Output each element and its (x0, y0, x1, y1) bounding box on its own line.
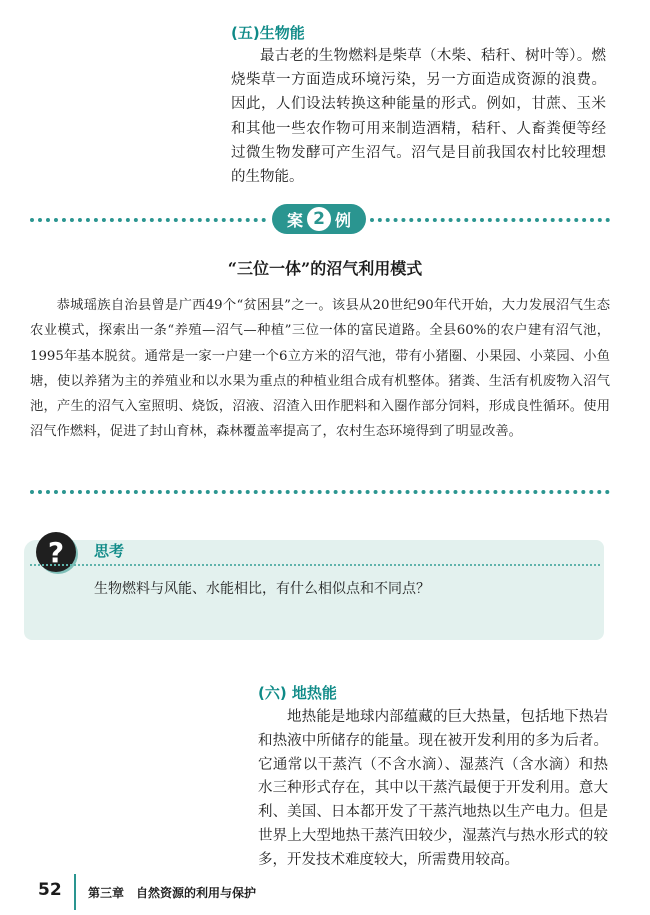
case-divider-left (30, 218, 266, 222)
case-badge-label-right: 例 (335, 210, 352, 230)
section-heading-geothermal: (六) 地热能 (258, 684, 337, 702)
case-divider-bottom (30, 490, 610, 494)
case-title: “三位一体”的沼气利用模式 (227, 259, 423, 278)
section-body-biomass: 最古老的生物燃料是柴草（木柴、秸秆、树叶等）。燃烧柴草一方面造成环境污染，另一方面造成资源的浪费。因此，人们设法转换这种能量的形式。例如，甘蔗、玉米和其他一些农作物可用来制造酒精，秸秆、人畜粪便等经过微生物发酵可产生沼气。沼气是目前我国农村比较理想的生物能。 (231, 48, 606, 186)
case-badge-number: 2 (307, 207, 331, 231)
case-badge-label-left: 案 (286, 210, 303, 230)
case-body: 恭城瑶族自治县曾是广西49个“贫困县”之一。该县从20世纪90年代开始，大力发展沼气生态农业模式，探索出一条“养殖—沼气—种植”三位一体的富民道路。全县60%的农户建有沼气池，1995年基本脱贫。通常是一家一户建一个6立方米的沼气池，带有小猪圈、小果园、小菜园、小鱼塘，使以养猪为主的养殖业和以水果为重点的种植业组合成有机整体。猪粪、生活有机废物入沼气池，产生的沼气入室照明、烧饭，沼液、沼渣入田作肥料和入圈作部分饲料，形成良性循环。使用沼气作燃料，促进了封山育林，森林覆盖率提高了，农村生态环境得到了明显改善。 (30, 298, 610, 440)
footer-chapter-title: 第三章 自然资源的利用与保护 (88, 886, 257, 900)
section-body-geothermal: 地热能是地球内部蕴藏的巨大热量，包括地下热岩和热液中所储存的能量。现在被开发利用的多为后者。它通常以干蒸汽（不含水滴）、湿蒸汽（含水滴）和热水三种形式存在，其中以干蒸汽最便于开发利用。意大利、美国、日本都开发了干蒸汽地热以生产电力。但是世界上大型地热干蒸汽田较少，湿蒸汽与热水形式的较多，开发技术难度较大，所需费用较高。 (258, 709, 608, 868)
case-badge (272, 204, 366, 234)
think-question: 生物燃料与风能、水能相比，有什么相似点和不同点？ (94, 581, 430, 597)
think-label: 思考 (94, 542, 125, 560)
question-mark-icon: ? (36, 532, 76, 572)
footer-divider (74, 874, 76, 910)
think-divider (30, 564, 600, 566)
section-heading-biomass: (五)生物能 (231, 24, 305, 42)
page-number: 52 (38, 880, 62, 900)
case-divider-right (370, 218, 610, 222)
